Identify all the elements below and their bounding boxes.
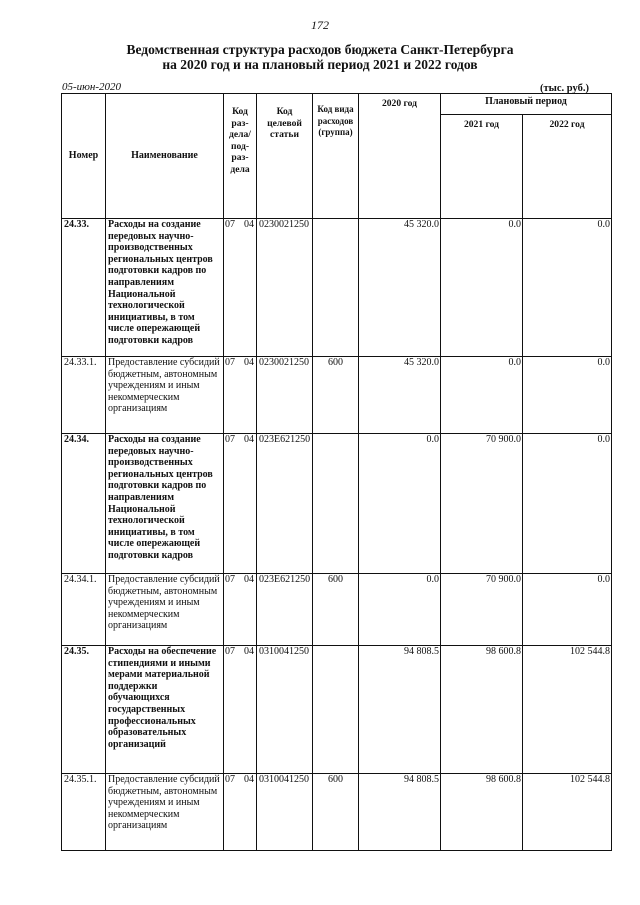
row-number: 24.34. xyxy=(62,434,106,574)
row-number: 24.35.1. xyxy=(62,774,106,851)
header-expense-type: Код вида расходов (группа) xyxy=(313,94,359,219)
row-name: Предоставление субсидий бюджетным, автономным учреждениям и иным некоммерческим организациям xyxy=(106,574,224,646)
row-expense-type: 600 xyxy=(313,774,359,851)
row-target-code: 0310041250 xyxy=(257,774,313,851)
row-name: Предоставление субсидий бюджетным, автономным учреждениям и иным некоммерческим организациям xyxy=(106,774,224,851)
header-plan-period: Плановый период xyxy=(441,94,612,115)
section-code: 07 xyxy=(225,434,235,445)
row-number: 24.34.1. xyxy=(62,574,106,646)
row-section-code xyxy=(224,774,257,851)
row-amount-2022: 102 544.8 xyxy=(523,774,612,851)
row-amount-2020: 0.0 xyxy=(359,574,441,646)
row-amount-2022: 0.0 xyxy=(523,434,612,574)
title-line-1: Ведомственная структура расходов бюджета Санкт-Петербурга xyxy=(126,42,514,57)
header-section: Код раз- дела/ под- раз- дела xyxy=(224,94,257,219)
row-expense-type xyxy=(313,219,359,357)
row-amount-2020: 45 320.0 xyxy=(359,357,441,434)
row-number: 24.35. xyxy=(62,646,106,774)
row-section-code xyxy=(224,357,257,434)
subsection-code: 04 xyxy=(244,774,254,785)
row-amount-2020: 45 320.0 xyxy=(359,219,441,357)
row-expense-type xyxy=(313,646,359,774)
subsection-code: 04 xyxy=(244,219,254,230)
row-amount-2021: 0.0 xyxy=(441,219,523,357)
table-row xyxy=(62,219,612,357)
row-amount-2021: 70 900.0 xyxy=(441,574,523,646)
row-name: Предоставление субсидий бюджетным, автономным учреждениям и иным некоммерческим организациям xyxy=(106,357,224,434)
row-expense-type: 600 xyxy=(313,357,359,434)
budget-table xyxy=(61,93,612,851)
table-row xyxy=(62,434,612,574)
header-number: Номер xyxy=(62,94,106,219)
row-amount-2021: 98 600.8 xyxy=(441,646,523,774)
row-target-code: 0230021250 xyxy=(257,219,313,357)
table-header xyxy=(62,94,612,219)
row-name: Расходы на создание передовых научно-производственных региональных центров подготовки кадров по направлениям Национальной технологической инициативы, в том числе опережающей подготовки кадров xyxy=(106,219,224,357)
header-name: Наименование xyxy=(106,94,224,219)
row-section-code xyxy=(224,646,257,774)
section-code: 07 xyxy=(225,574,235,585)
row-target-code: 0230021250 xyxy=(257,357,313,434)
section-code: 07 xyxy=(225,219,235,230)
document-title xyxy=(0,42,640,72)
row-name: Расходы на создание передовых научно-производственных региональных центров подготовки кадров по направлениям Национальной технологической инициативы, в том числе опережающей подготовки кадров xyxy=(106,434,224,574)
row-amount-2021: 0.0 xyxy=(441,357,523,434)
table-row xyxy=(62,357,612,434)
row-section-code xyxy=(224,434,257,574)
row-amount-2020: 94 808.5 xyxy=(359,774,441,851)
section-code: 07 xyxy=(225,646,235,657)
row-section-code xyxy=(224,574,257,646)
table-row xyxy=(62,574,612,646)
row-amount-2021: 98 600.8 xyxy=(441,774,523,851)
row-amount-2022: 0.0 xyxy=(523,219,612,357)
table-row xyxy=(62,774,612,851)
subsection-code: 04 xyxy=(244,357,254,368)
document-date: 05-июн-2020 xyxy=(62,81,122,93)
subsection-code: 04 xyxy=(244,434,254,445)
page-number: 172 xyxy=(311,18,329,32)
subsection-code: 04 xyxy=(244,574,254,585)
row-target-code: 023E621250 xyxy=(257,574,313,646)
row-amount-2022: 0.0 xyxy=(523,574,612,646)
row-number: 24.33.1. xyxy=(62,357,106,434)
section-code: 07 xyxy=(225,357,235,368)
title-line-2: на 2020 год и на плановый период 2021 и 2022 годов xyxy=(162,57,478,72)
row-amount-2022: 0.0 xyxy=(523,357,612,434)
row-amount-2022: 102 544.8 xyxy=(523,646,612,774)
row-amount-2020: 0.0 xyxy=(359,434,441,574)
row-name: Расходы на обеспечение стипендиями и иными мерами материальной поддержки обучающихся государственных профессиональных образовательных организаций xyxy=(106,646,224,774)
row-target-code: 0310041250 xyxy=(257,646,313,774)
row-expense-type xyxy=(313,434,359,574)
row-amount-2021: 70 900.0 xyxy=(441,434,523,574)
row-target-code: 023E621250 xyxy=(257,434,313,574)
row-number: 24.33. xyxy=(62,219,106,357)
row-section-code xyxy=(224,219,257,357)
row-amount-2020: 94 808.5 xyxy=(359,646,441,774)
table-row xyxy=(62,646,612,774)
units-label: (тыс. руб.) xyxy=(540,83,589,94)
subsection-code: 04 xyxy=(244,646,254,657)
header-target: Код целевой статьи xyxy=(257,94,313,219)
header-2020: 2020 год xyxy=(359,94,441,219)
header-2021: 2021 год xyxy=(441,115,523,219)
header-2022: 2022 год xyxy=(523,115,612,219)
row-expense-type: 600 xyxy=(313,574,359,646)
section-code: 07 xyxy=(225,774,235,785)
table-body xyxy=(62,219,612,851)
